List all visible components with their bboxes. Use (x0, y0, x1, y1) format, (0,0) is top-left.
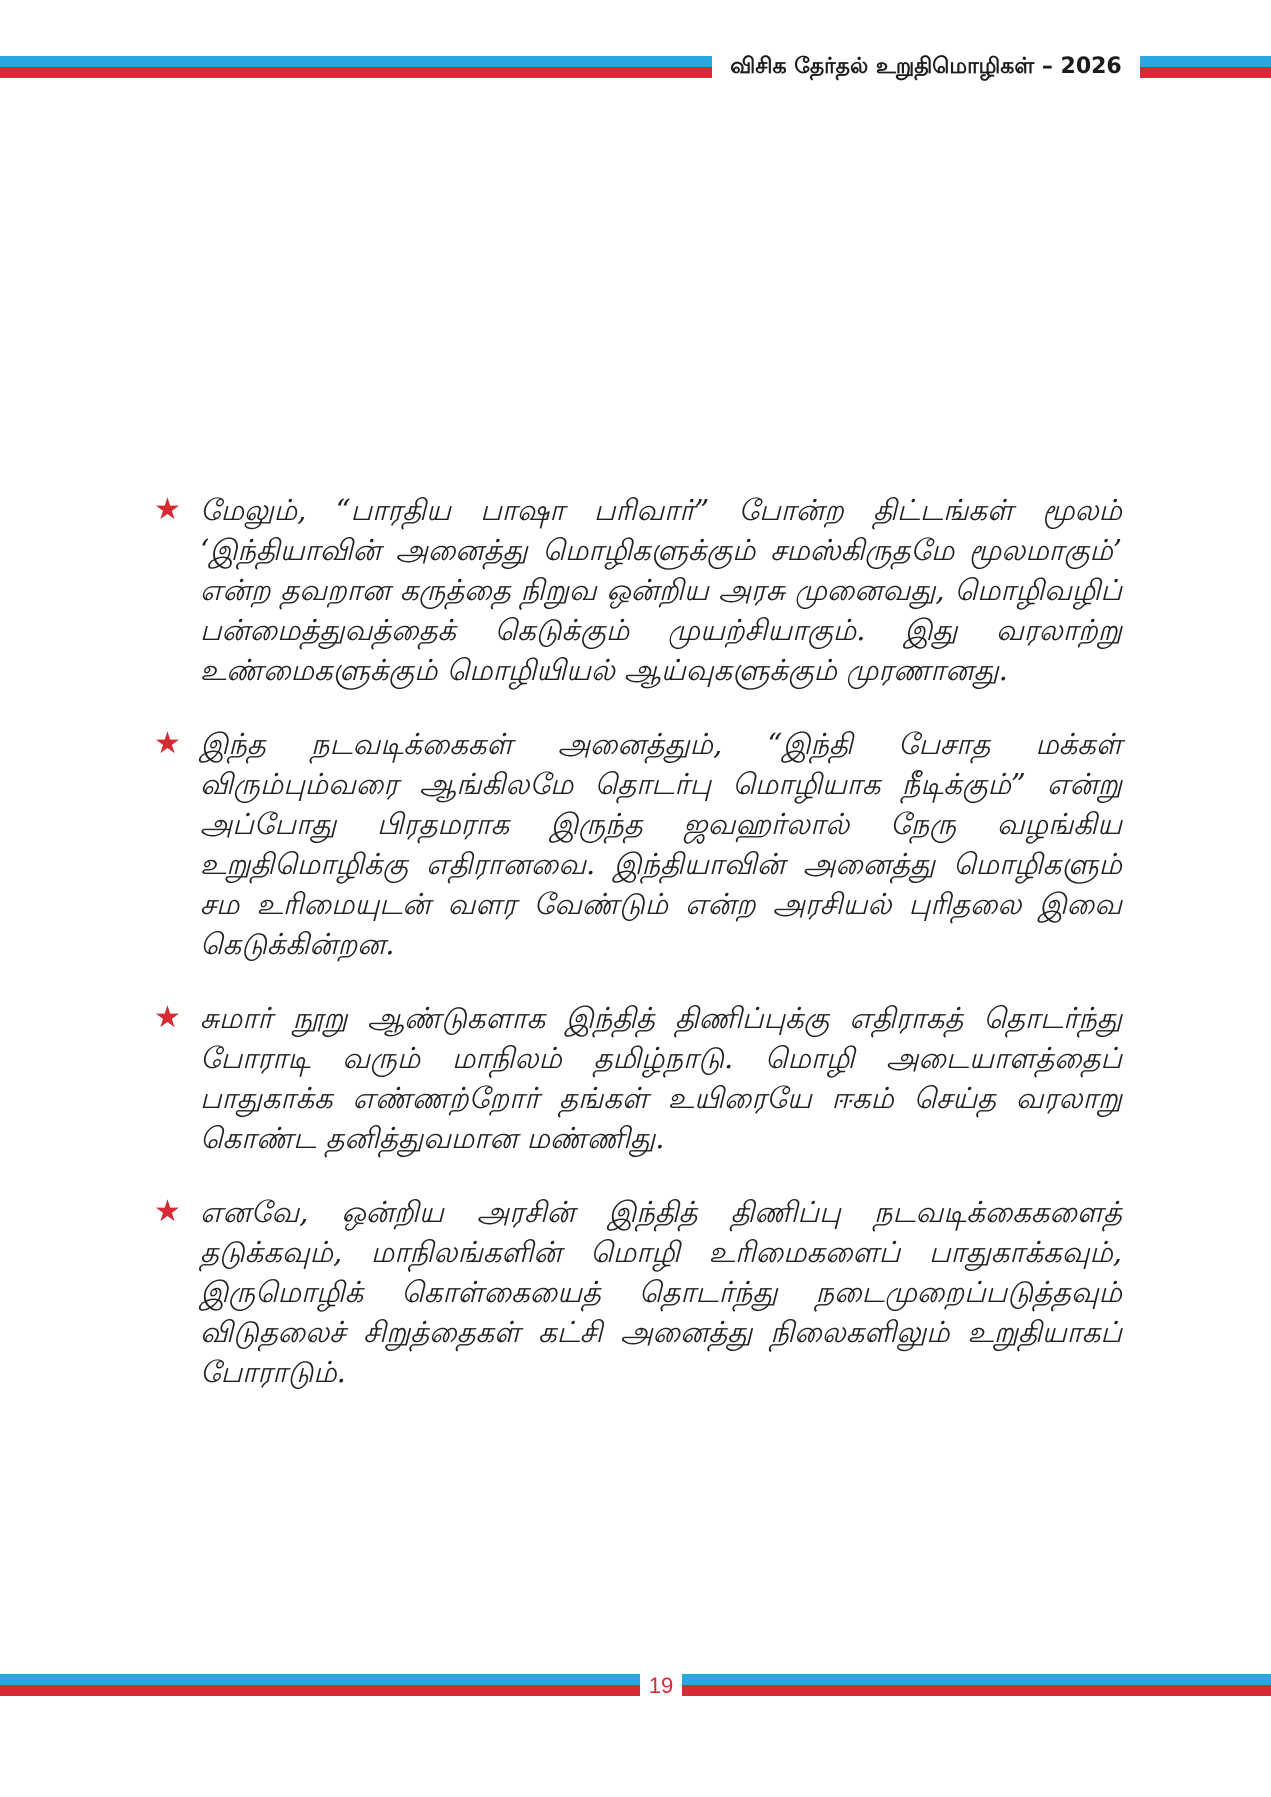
header-stripe-blue-right (1140, 56, 1271, 67)
footer-stripe-blue-right (682, 1674, 1271, 1685)
bullet-text: சுமார் நூறு ஆண்டுகளாக இந்தித் திணிப்புக்கு எதிராகத் தொடர்ந்து போராடி வரும் மாநிலம் தமிழ்நாடு. மொழி அடையாளத்தைப் பாதுகாக்க எண்ணற்றோர் தங்கள் உயிரையே ஈகம் செய்த வரலாறு கொண்ட தனித்துவமான மண்ணிது. (200, 1001, 1122, 1155)
bullet-item (154, 724, 1122, 964)
star-icon: ★ (154, 1000, 181, 1035)
main-content (154, 490, 1122, 1426)
header-stripe-red-right (1140, 67, 1271, 78)
bullet-item (154, 1192, 1122, 1392)
footer-stripe-blue-left (0, 1674, 640, 1685)
bullet-text: இந்த நடவடிக்கைகள் அனைத்தும், “இந்தி பேசாத மக்கள் விரும்பும்வரை ஆங்கிலமே தொடர்பு மொழியாக நீடிக்கும்” என்று அப்போது பிரதமராக இருந்த ஜவஹர்லால் நேரு வழங்கிய உறுதிமொழிக்கு எதிரானவை. இந்தியாவின் அனைத்து மொழிகளும் சம உரிமையுடன் வளர வேண்டும் என்ற அரசியல் புரிதலை இவை கெடுக்கின்றன. (200, 727, 1122, 961)
header-title-box (712, 52, 1140, 84)
header-title: விசிக தேர்தல் உறுதிமொழிகள் – 2026 (730, 54, 1122, 79)
page-footer (0, 1670, 1271, 1704)
star-icon: ★ (154, 726, 181, 761)
bullet-item (154, 490, 1122, 690)
footer-stripe-red-left (0, 1685, 640, 1696)
header-stripe-blue-left (0, 56, 712, 67)
bullet-item (154, 998, 1122, 1158)
bullet-text: மேலும், “பாரதிய பாஷா பரிவார்” போன்ற திட்டங்கள் மூலம் ‘இந்தியாவின் அனைத்து மொழிகளுக்கும் சமஸ்கிருதமே மூலமாகும்’ என்ற தவறான கருத்தை நிறுவ ஒன்றிய அரசு முனைவது, மொழிவழிப் பன்மைத்துவத்தைக் கெடுக்கும் முயற்சியாகும். இது வரலாற்று உண்மைகளுக்கும் மொழியியல் ஆய்வுகளுக்கும் முரணானது. (200, 493, 1122, 687)
bullet-text: எனவே, ஒன்றிய அரசின் இந்தித் திணிப்பு நடவடிக்கைகளைத் தடுக்கவும், மாநிலங்களின் மொழி உரிமைகளைப் பாதுகாக்கவும், இருமொழிக் கொள்கையைத் தொடர்ந்து நடைமுறைப்படுத்தவும் விடுதலைச் சிறுத்தைகள் கட்சி அனைத்து நிலைகளிலும் உறுதியாகப் போராடும். (200, 1195, 1122, 1389)
footer-stripe-red-right (682, 1685, 1271, 1696)
header-stripe-red-left (0, 67, 712, 78)
page-header (0, 52, 1271, 84)
page-number: 19 (648, 1673, 674, 1698)
star-icon: ★ (154, 1194, 181, 1229)
star-icon: ★ (154, 492, 181, 527)
